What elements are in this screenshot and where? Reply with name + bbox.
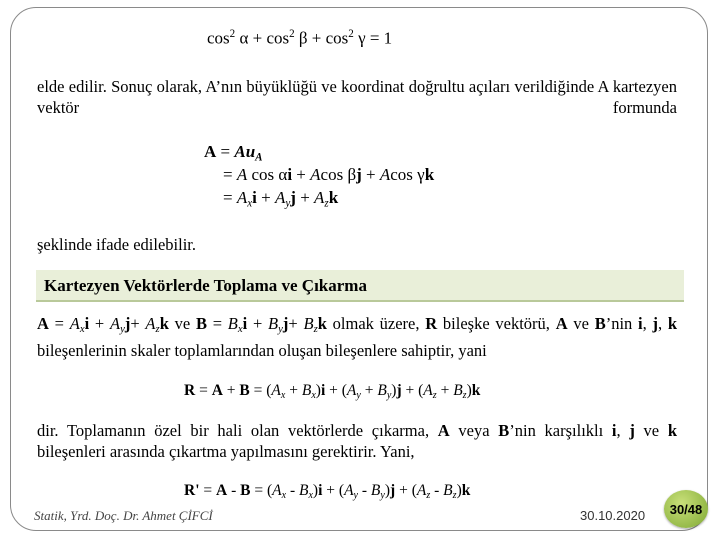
vector-line-2: = A cos αi + Acos βj + Acos γk	[223, 165, 435, 184]
vector-line-1: $A = Au_A$	[204, 142, 263, 164]
paragraph-2: şeklinde ifade edilebilir.	[37, 235, 196, 254]
vector-line-3: = $A_xi + A_yj + A_zk$	[223, 188, 339, 210]
footer-date: 30.10.2020	[580, 508, 646, 523]
paragraph-1: elde edilir. Sonuç olarak, A’nın büyüklüğü ve koordinat doğrultu açıları verildiğinde A kartezyen vektör formunda	[37, 77, 677, 117]
paragraph-3: $A = A_xi + A_yj+ A_zk$ ve $B = B_xi + B_yj+ B_zk$ olmak üzere, R bileşke vektörü, A ve B’nin i, j, k bileşenlerinin skaler toplamlarından oluşan bileşenlere sahiptir, yani	[37, 314, 678, 361]
footer-author: Statik, Yrd. Doç. Dr. Ahmet ÇİFCİ	[34, 508, 213, 523]
difference-equation: $R' = A - B = (A_x - B_x)i + (A_y - B_y)j + (A_z - B_z)k$	[184, 482, 471, 502]
page-number: 30/48	[669, 501, 703, 517]
direction-cosine-equation: $\cos^2 \alpha + \cos^2 \beta + \cos^2 \gamma = 1$	[207, 28, 393, 48]
paragraph-4: dir. Toplamanın özel bir hali olan vektörlerde çıkarma, A veya B’nin karşılıklı i, j ve k bileşenleri arasında çıkartma yapılmasını gerektirir. Yani,	[37, 421, 678, 461]
sum-equation: $R = A + B = (A_x + B_x)i + (A_y + B_y)j + (A_z + B_z)k$	[184, 382, 481, 402]
section-heading: Kartezyen Vektörlerde Toplama ve Çıkarma	[44, 276, 367, 295]
page-number-badge	[664, 490, 708, 528]
